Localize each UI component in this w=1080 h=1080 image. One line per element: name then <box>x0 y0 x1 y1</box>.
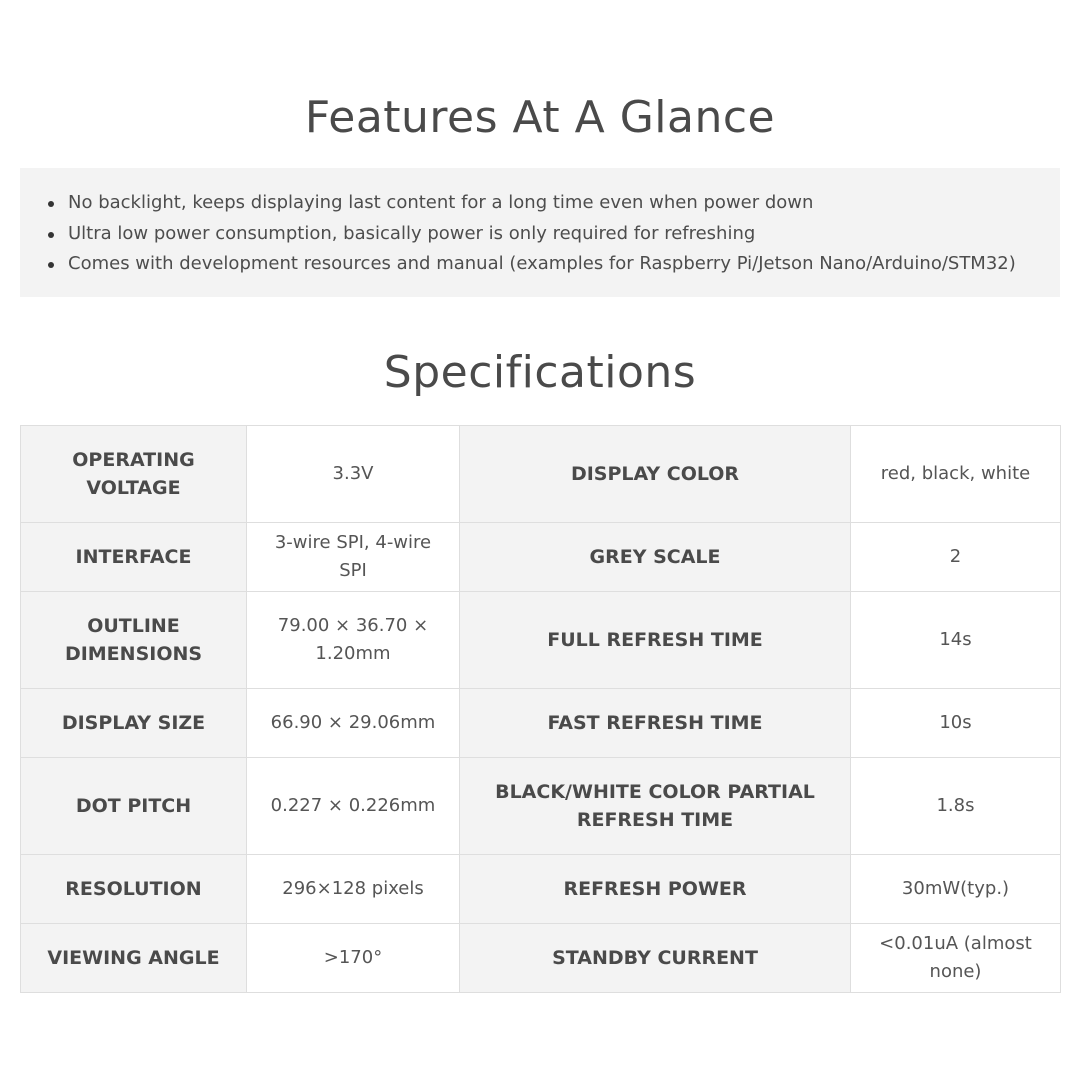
feature-item: Ultra low power consumption, basically power is only required for refreshing <box>68 219 1060 250</box>
spec-label: STANDBY CURRENT <box>460 924 851 993</box>
spec-label: DISPLAY SIZE <box>21 689 247 758</box>
spec-value: 296×128 pixels <box>247 855 460 924</box>
spec-label: INTERFACE <box>21 523 247 592</box>
spec-row <box>21 592 1061 689</box>
spec-value: 0.227 × 0.226mm <box>247 758 460 855</box>
spec-row <box>21 523 1061 592</box>
spec-row <box>21 855 1061 924</box>
spec-label: REFRESH POWER <box>460 855 851 924</box>
features-list <box>68 188 1060 280</box>
spec-value: 3-wire SPI, 4-wire SPI <box>247 523 460 592</box>
spec-label: FAST REFRESH TIME <box>460 689 851 758</box>
spec-value: 3.3V <box>247 426 460 523</box>
spec-value: 66.90 × 29.06mm <box>247 689 460 758</box>
spec-row <box>21 689 1061 758</box>
spec-label: GREY SCALE <box>460 523 851 592</box>
feature-item: No backlight, keeps displaying last content for a long time even when power down <box>68 188 1060 219</box>
spec-value: 79.00 × 36.70 × 1.20mm <box>247 592 460 689</box>
spec-label: OPERATING VOLTAGE <box>21 426 247 523</box>
spec-label: DISPLAY COLOR <box>460 426 851 523</box>
spec-label: FULL REFRESH TIME <box>460 592 851 689</box>
spec-row <box>21 758 1061 855</box>
spec-value: <0.01uA (almost none) <box>851 924 1061 993</box>
spec-value: 1.8s <box>851 758 1061 855</box>
features-panel <box>20 168 1060 297</box>
spec-value: 10s <box>851 689 1061 758</box>
spec-value: 2 <box>851 523 1061 592</box>
spec-value: 14s <box>851 592 1061 689</box>
spec-row <box>21 426 1061 523</box>
spec-label: DOT PITCH <box>21 758 247 855</box>
specifications-table <box>20 425 1061 993</box>
spec-value: 30mW(typ.) <box>851 855 1061 924</box>
spec-value: >170° <box>247 924 460 993</box>
spec-label: BLACK/WHITE COLOR PARTIAL REFRESH TIME <box>460 758 851 855</box>
specifications-title: Specifications <box>383 347 697 398</box>
spec-label: VIEWING ANGLE <box>21 924 247 993</box>
features-title: Features At A Glance <box>304 92 776 143</box>
feature-item: Comes with development resources and manual (examples for Raspberry Pi/Jetson Nano/Arduino/STM32) <box>68 249 1060 280</box>
spec-row <box>21 924 1061 993</box>
spec-label: RESOLUTION <box>21 855 247 924</box>
spec-label: OUTLINE DIMENSIONS <box>21 592 247 689</box>
spec-value: red, black, white <box>851 426 1061 523</box>
